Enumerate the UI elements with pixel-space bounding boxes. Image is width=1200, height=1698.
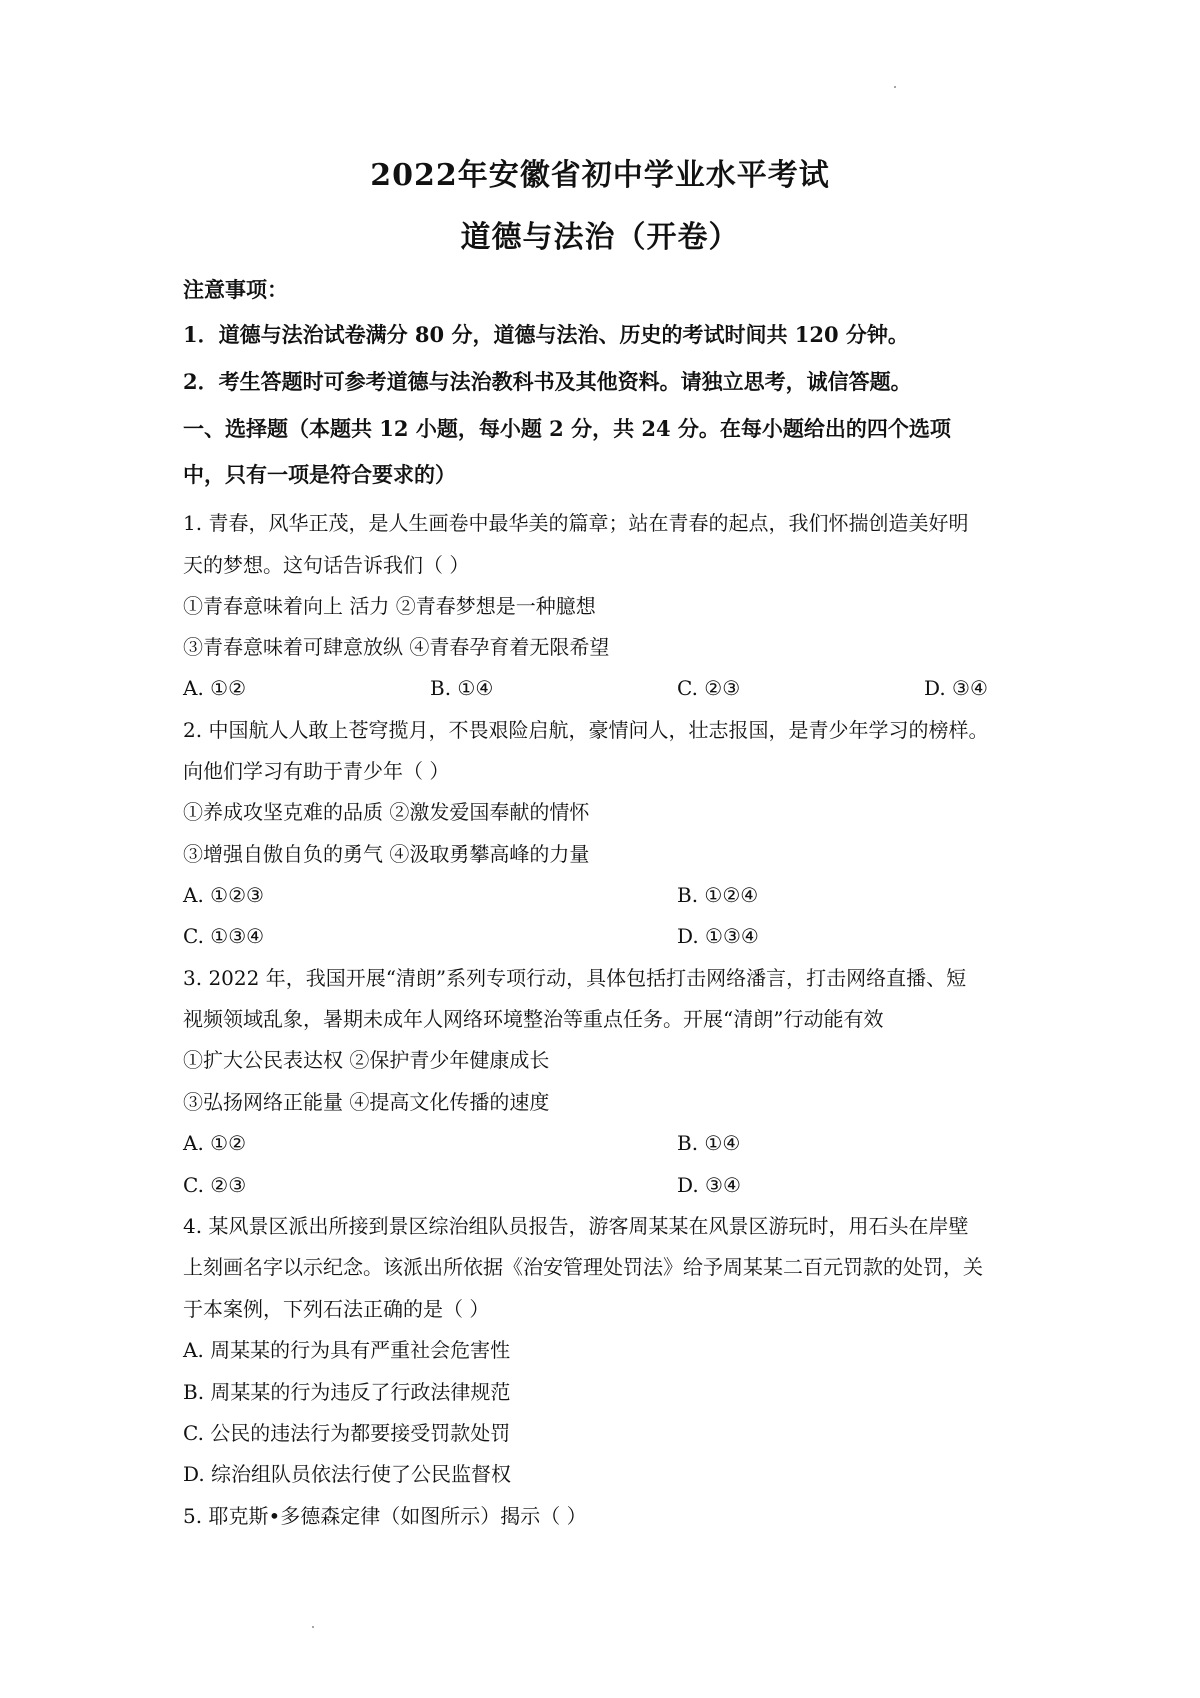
question-stem: 5. 耶克斯•多德森定律（如图所示）揭示（ ） xyxy=(183,1504,587,1528)
answer-option: D. ③④ xyxy=(924,676,988,700)
question-stem: 3. 2022 年，我国开展“清朗”系列专项行动，具体包括打击网络潘言，打击网络直播、短 xyxy=(183,966,967,990)
answer-option: C. ②③ xyxy=(183,1173,247,1197)
answer-option: C. 公民的违法行为都要接受罚款处罚 xyxy=(183,1421,511,1445)
notes-heading: 注意事项： xyxy=(183,277,288,302)
answer-option: B. 周某某的行为违反了行政法律规范 xyxy=(183,1380,511,1404)
question-stem: 1. 青春，风华正茂，是人生画卷中最华美的篇章；站在青春的起点，我们怀揣创造美好明 xyxy=(183,511,969,535)
note-item: 2．考生答题时可参考道德与法治教科书及其他资料。请独立思考，诚信答题。 xyxy=(183,369,912,394)
section-heading: 一、选择题（本题共 12 小题，每小题 2 分，共 24 分。在每小题给出的四个选项 xyxy=(183,416,951,441)
answer-option: B. ①②④ xyxy=(677,883,759,907)
question-statement: ③增强自傲自负的勇气 ④汲取勇攀高峰的力量 xyxy=(183,842,590,866)
answer-option: A. ①② xyxy=(183,676,247,700)
question-statement: ③弘扬网络正能量 ④提高文化传播的速度 xyxy=(183,1090,550,1114)
note-item: 1．道德与法治试卷满分 80 分，道德与法治、历史的考试时间共 120 分钟。 xyxy=(183,322,909,347)
question-statement: ③青春意味着可肆意放纵 ④青春孕育着无限希望 xyxy=(183,635,610,659)
question-stem: 天的梦想。这句话告诉我们（ ） xyxy=(183,553,470,577)
question-stem: 上刻画名字以示纪念。该派出所依据《治安管理处罚法》给予周某某二百元罚款的处罚，关 xyxy=(183,1255,983,1279)
question-stem: 2. 中国航人人敢上苍穹揽月，不畏艰险启航，豪情问人，壮志报国，是青少年学习的榜样。 xyxy=(183,718,989,742)
answer-option: B. ①④ xyxy=(430,676,494,700)
answer-option: D. ①③④ xyxy=(677,924,759,948)
question-stem: 向他们学习有助于青少年（ ） xyxy=(183,759,450,783)
answer-option: D. 综治组队员依法行使了公民监督权 xyxy=(183,1462,512,1486)
exam-title: 2022年安徽省初中学业水平考试 xyxy=(370,158,830,193)
answer-option: A. 周某某的行为具有严重社会危害性 xyxy=(183,1338,511,1362)
question-statement: ①青春意味着向上 活力 ②青春梦想是一种臆想 xyxy=(183,594,596,618)
question-stem: 4. 某风景区派出所接到景区综治组队员报告，游客周某某在风景区游玩时，用石头在岸壁 xyxy=(183,1214,969,1238)
answer-option: B. ①④ xyxy=(677,1131,741,1155)
question-stem: 视频领域乱象，暑期未成年人网络环境整治等重点任务。开展“清朗”行动能有效 xyxy=(183,1007,884,1031)
scan-speck xyxy=(312,1626,314,1628)
answer-option: A. ①②③ xyxy=(183,883,264,907)
question-statement: ①养成攻坚克难的品质 ②激发爱国奉献的情怀 xyxy=(183,800,590,824)
exam-subject: 道德与法治（开卷） xyxy=(460,220,740,255)
answer-option: D. ③④ xyxy=(677,1173,741,1197)
question-statement: ①扩大公民表达权 ②保护青少年健康成长 xyxy=(183,1048,550,1072)
answer-option: C. ①③④ xyxy=(183,924,265,948)
answer-option: C. ②③ xyxy=(677,676,741,700)
scan-speck xyxy=(894,86,896,88)
question-stem: 于本案例，下列石法正确的是（ ） xyxy=(183,1297,490,1321)
section-heading: 中，只有一项是符合要求的） xyxy=(183,462,456,487)
answer-option: A. ①② xyxy=(183,1131,247,1155)
